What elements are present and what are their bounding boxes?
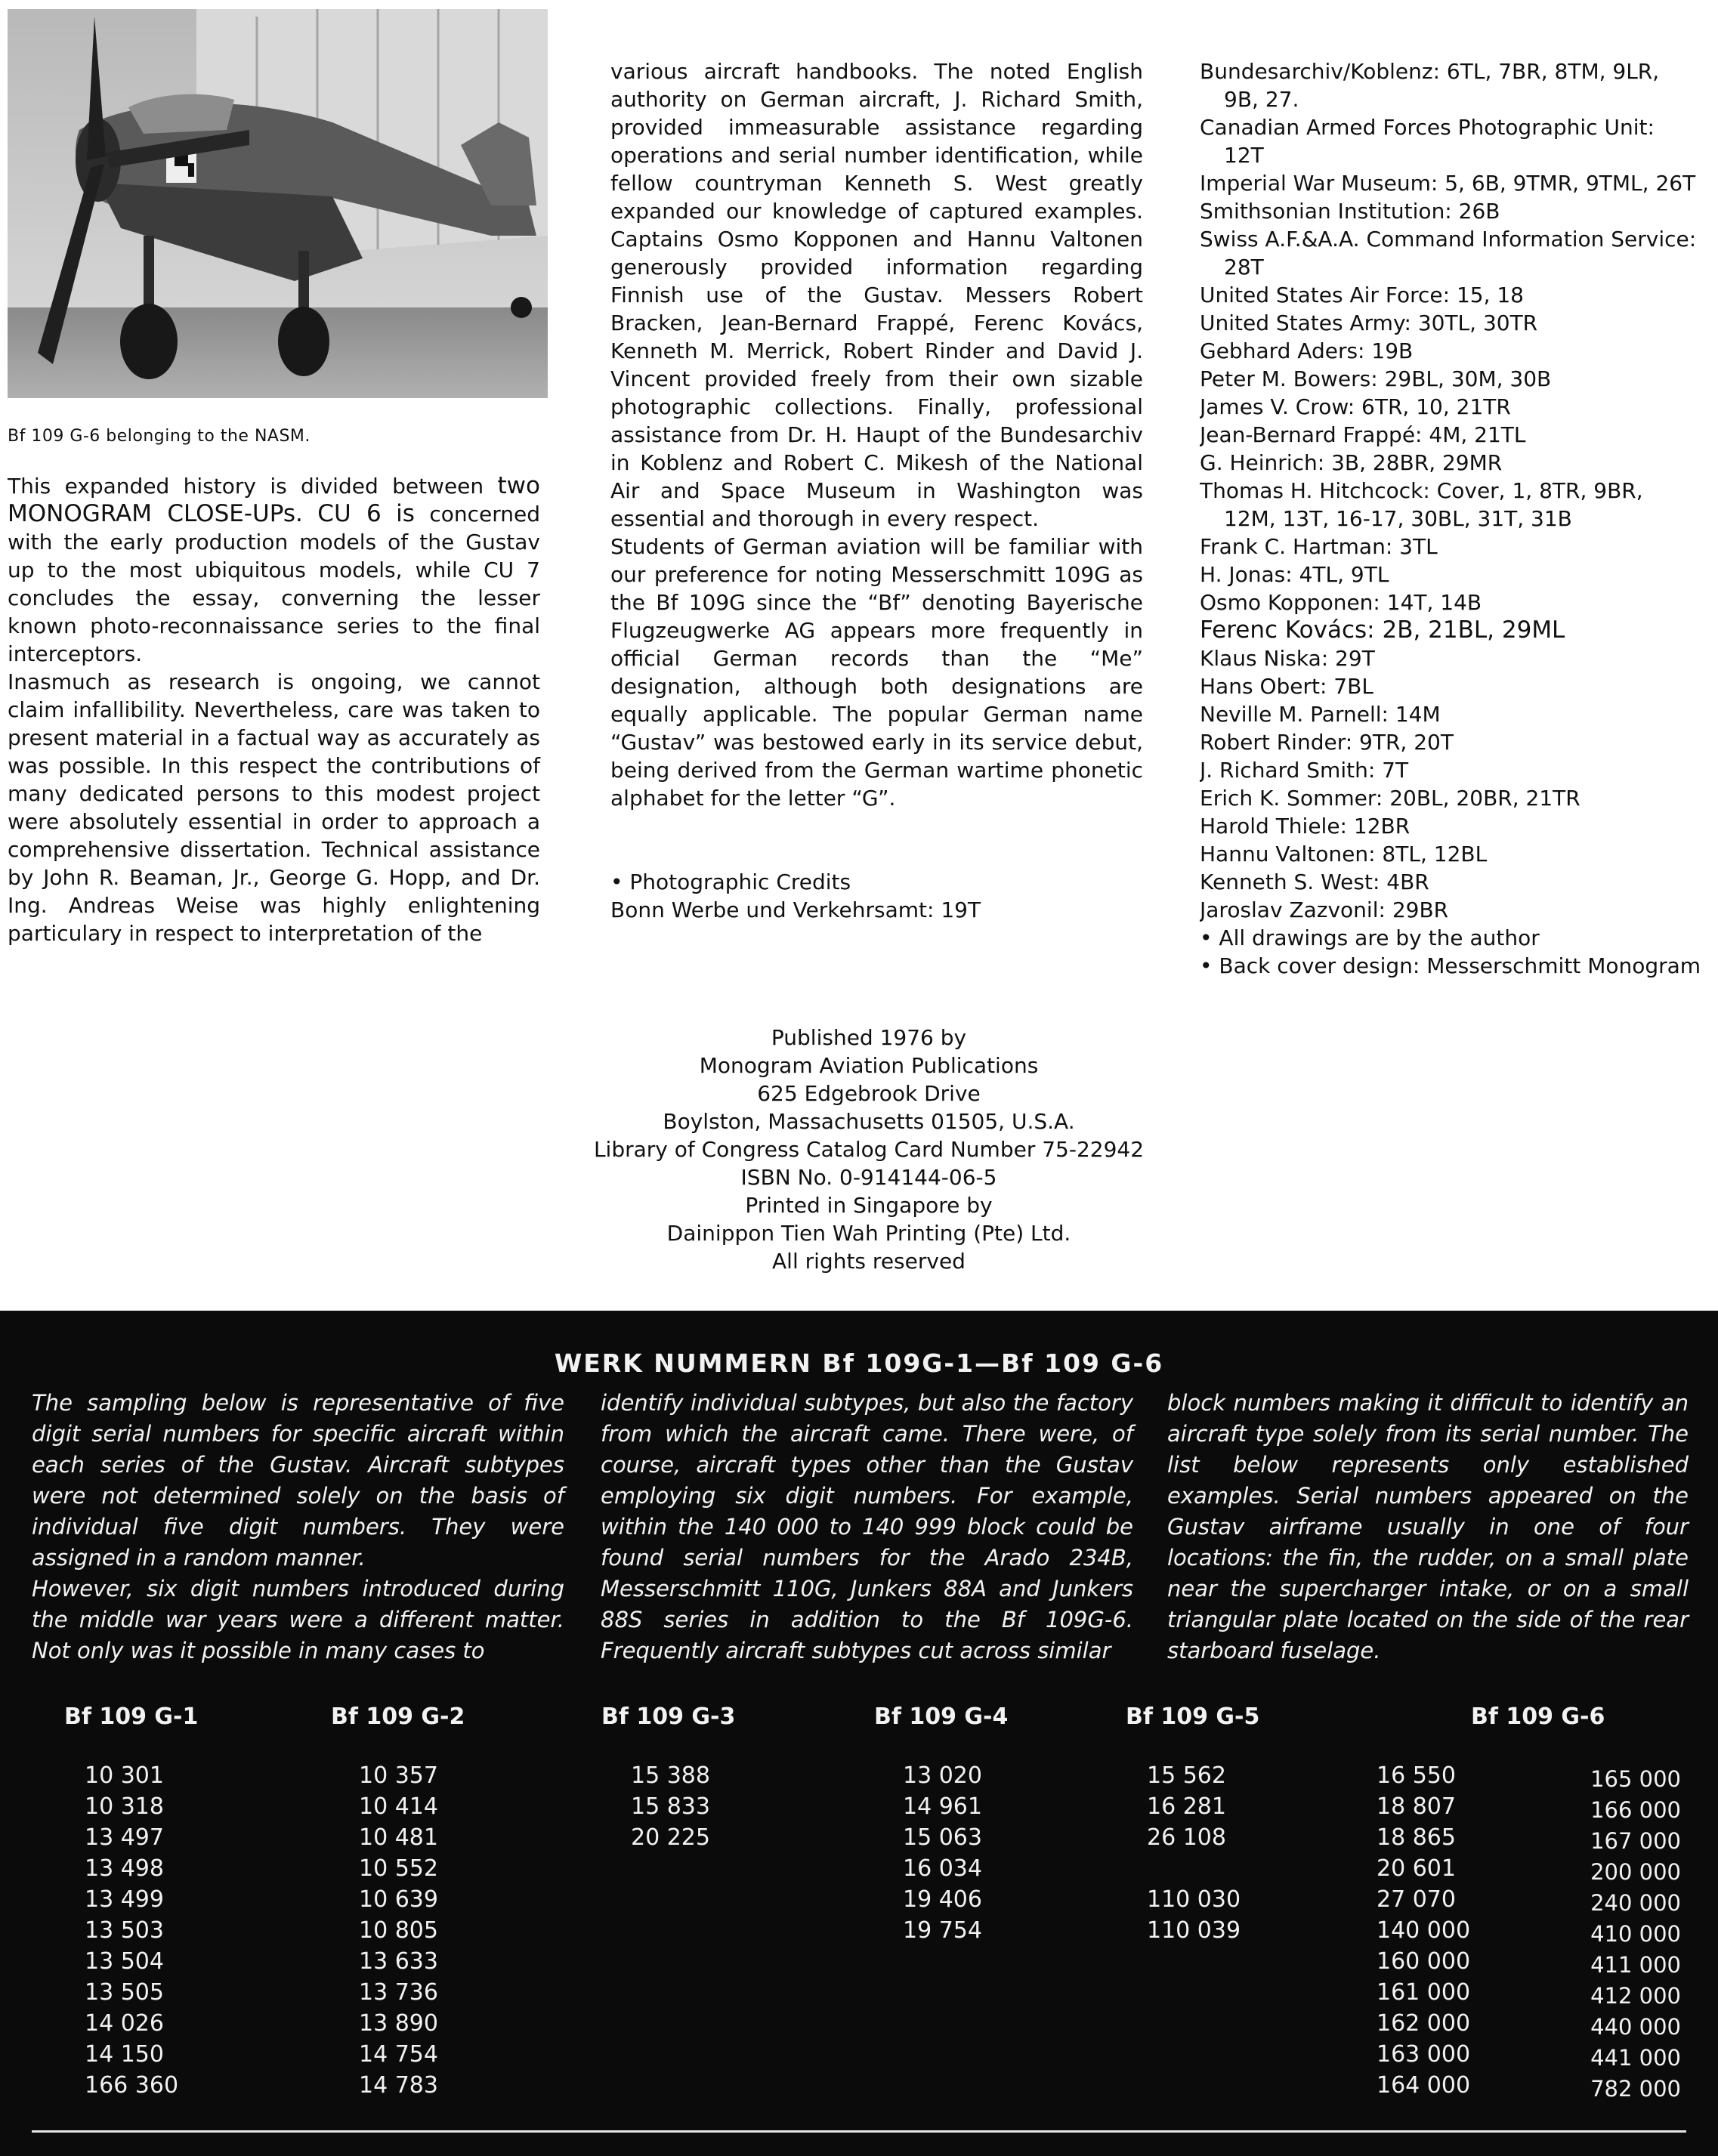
serial-number: 410 000 [1590,1921,1681,1947]
intro-column [8,472,540,947]
credit-line: Canadian Armed Forces Photographic Unit: [1200,115,1655,140]
credit-line: Neville M. Parnell: 14M [1200,702,1441,727]
credit-line: Klaus Niska: 29T [1200,646,1375,671]
intro-two: two [497,472,540,499]
pub-line: Monogram Aviation Publications [699,1053,1039,1078]
credit-line: Gebhard Aders: 19B [1200,338,1414,363]
serial-number: 161 000 [1377,1979,1471,2006]
column-g1 [85,1760,178,2101]
column-g3 [631,1760,710,1853]
serial-number: 14 754 [359,2041,438,2068]
credit-line: 12T [1224,143,1264,168]
serial-number: 13 736 [359,1979,438,2006]
column-g4 [903,1760,982,1946]
serial-number: 412 000 [1590,1983,1681,2009]
serial-number: 240 000 [1590,1890,1681,1916]
serial-number: 16 550 [1377,1762,1456,1789]
serial-number: 15 833 [631,1793,710,1820]
credit-line: Jean-Bernard Frappé: 4M, 21TL [1200,422,1526,447]
credit-line: Jaroslav Zazvonil: 29BR [1200,897,1449,922]
serial-number: 165 000 [1590,1766,1681,1792]
werk-text-column-3 [1167,1388,1689,1666]
intro-is: is [396,500,415,527]
serial-number: 15 063 [903,1824,982,1851]
serial-number: 10 805 [359,1917,438,1944]
credit-line: Harold Thiele: 12BR [1200,814,1411,839]
werk-paragraph: identify individual subtypes, but also the factory from which the aircraft came. There were, of course, aircraft types other than the Gustav employing six digit numbers. For example, within the 140 000 to 140 999 block could be found serial numbers for the Arado 234B, Messerschmitt 110G, Junkers 88A and Junkers 88S series in addition to the Bf 109G-6. Frequently aircraft subtypes cut across similar [601,1390,1133,1663]
credit-line: Swiss A.F.&A.A. Command Information Service: [1200,227,1697,252]
pub-line: Published 1976 by [771,1025,967,1050]
serial-number: 166 360 [85,2072,179,2099]
serial-number: 15 562 [1147,1762,1226,1789]
serial-number: 16 281 [1147,1793,1226,1820]
header-g4: Bf 109 G-4 [874,1703,1009,1730]
pub-line: All rights reserved [772,1249,966,1274]
credits-column [1200,57,1718,980]
column-g5 [1147,1760,1241,1946]
serial-number: 162 000 [1377,2010,1471,2037]
credit-line: Hans Obert: 7BL [1200,674,1373,699]
serial-number: 163 000 [1377,2041,1471,2068]
serial-number: 10 301 [85,1762,164,1789]
serial-number: 13 504 [85,1948,164,1975]
column-g2 [359,1760,438,2101]
serial-number: 16 034 [903,1855,982,1882]
credit-line: Thomas H. Hitchcock: Cover, 1, 8TR, 9BR, [1200,478,1643,503]
serial-number: 167 000 [1590,1828,1681,1854]
werk-paragraph: However, six digit numbers introduced during the middle war years were a different matter. Not only was it possible in many cases to [32,1576,564,1663]
credit-line: Imperial War Museum: 5, 6B, 9TMR, 9TML, 26T [1200,171,1696,196]
serial-number: 10 357 [359,1762,438,1789]
header-g5: Bf 109 G-5 [1126,1703,1260,1730]
serial-number: 20 601 [1377,1855,1456,1882]
serial-number: 13 499 [85,1886,164,1913]
serial-number: 26 108 [1147,1824,1226,1851]
serial-number: 110 039 [1147,1917,1241,1944]
serial-number: 10 414 [359,1793,438,1820]
serial-number: 13 498 [85,1855,164,1882]
bottom-rule [32,2130,1686,2133]
serial-number: 10 318 [85,1793,164,1820]
serial-number: 13 505 [85,1979,164,2006]
serial-number: 15 388 [631,1762,710,1789]
intro-text-2: concerned with the early production models of the Gustav up to the most ubiquitous models, while [8,502,541,582]
credit-line: Erich K. Sommer: 20BL, 20BR, 21TR [1200,786,1580,811]
photo-caption: Bf 109 G-6 belonging to the NASM. [8,427,311,446]
serial-number: 10 552 [359,1855,438,1882]
column-g6b [1530,1764,1681,2105]
pub-line: Printed in Singapore by [745,1193,993,1218]
serial-number: 19 406 [903,1886,982,1913]
serial-number: 10 639 [359,1886,438,1913]
serial-number: 13 497 [85,1824,164,1851]
serial-number: 160 000 [1377,1948,1471,1975]
cu6: CU 6 [317,500,382,527]
header-g6: Bf 109 G-6 [1471,1703,1605,1730]
werk-nummern-section [0,1311,1718,2156]
serial-number: 110 030 [1147,1886,1241,1913]
bf-naming-paragraph: Students of German aviation will be familiar with our preference for noting Messerschmitt 109G as the Bf 109G since the “Bf” denoting Bayerische Flugzeugwerke AG appears more frequently in official German records than the “Me” designation, although both designations are equally applicable. The popular German name “Gustav” was bestowed early in its service debut, being derived from the German wartime phonetic alphabet for the letter “G”. [610,534,1143,811]
publication-info [453,1024,1284,1275]
werk-title: WERK NUMMERN Bf 109G-1—Bf 109 G-6 [554,1348,1164,1378]
column-g6a [1377,1760,1470,2101]
serial-number: 14 783 [359,2072,438,2099]
serial-number: 14 961 [903,1793,982,1820]
pub-line: ISBN No. 0-914144-06-5 [740,1165,997,1190]
pub-line: Dainippon Tien Wah Printing (Pte) Ltd. [666,1221,1071,1246]
credits-heading: • Photographic Credits [610,870,851,894]
serial-number: 14 150 [85,2041,164,2068]
credit-line: Bundesarchiv/Koblenz: 6TL, 7BR, 8TM, 9LR, [1200,59,1660,84]
serial-number: 19 754 [903,1917,982,1944]
credit-line: • Back cover design: Messerschmitt Monogram [1200,953,1701,978]
credit-line: Ferenc Kovács: 2B, 21BL, 29ML [1200,616,1565,644]
research-paragraph: Inasmuch as research is ongoing, we cannot claim infallibility. Nevertheless, care was taken to present material in a factual way as accurately as was possible. In this respect the contributions of many dedicated persons to this modest project were absolutely essential in order to approach a comprehensive dissertation. Technical assistance by John R. Beaman, Jr., George G. Hopp, and Dr. Ing. Andreas Weise was highly enlightening particulary in respect to interpretation of the [8,669,540,946]
credit-line: G. Heinrich: 3B, 28BR, 29MR [1200,450,1503,475]
acknowledgements-paragraph: various aircraft handbooks. The noted English authority on German aircraft, J. Richard Smith, provided immeasurable assistance regarding operations and serial number identification, while fellow countryman Kenneth S. West greatly expanded our knowledge of captured examples. Captains Osmo Kopponen and Hannu Valtonen generously provided information regarding Finnish use of the Gustav. Messers Robert Bracken, Jean-Bernard Frappé, Ferenc Kovács, Kenneth M. Merrick, Robert Rinder and David J. Vincent provided freely from their own sizable photographic collections. Finally, professional assistance from Dr. H. Haupt of the Bundesarchiv in Koblenz and Robert C. Mikesh of the National Air and Space Museum in Washington was essential and thorough in every respect. [610,59,1143,531]
acknowledgements-column [610,57,1143,924]
credit-line: Osmo Kopponen: 14T, 14B [1200,590,1482,615]
aircraft-photo [8,9,548,398]
serial-number: 441 000 [1590,2045,1681,2071]
serial-number: 13 020 [903,1762,982,1789]
credit-line: United States Air Force: 15, 18 [1200,283,1524,307]
pub-line: Boylston, Massachusetts 01505, U.S.A. [663,1109,1075,1134]
intro-text: This expanded history is divided between [8,474,484,499]
header-g1: Bf 109 G-1 [64,1703,199,1730]
pub-line: Library of Congress Catalog Card Number 75-22942 [593,1137,1145,1162]
werk-text-column-1 [32,1388,564,1666]
credit-line: United States Army: 30TL, 30TR [1200,310,1538,335]
credit-line: Kenneth S. West: 4BR [1200,870,1429,894]
serial-number: 18 807 [1377,1793,1456,1820]
serial-number: 13 633 [359,1948,438,1975]
serial-number: 20 225 [631,1824,710,1851]
header-g2: Bf 109 G-2 [331,1703,465,1730]
credit-line: 9B, 27. [1224,87,1299,112]
serial-number [1147,1853,1241,1884]
serial-number: 10 481 [359,1824,438,1851]
werk-text-column-2 [601,1388,1133,1666]
intro-paragraph: This expanded history is divided between two MONOGRAM CLOSE-UPs. CU 6 is concerned with the early production models of the Gustav up to the most ubiquitous models, while CU 7 concludes the essay, converning the lesser known photo-reconnaissance series to the final interceptors. [8,472,541,666]
credit-line: J. Richard Smith: 7T [1200,758,1409,783]
serial-number: 782 000 [1590,2076,1681,2102]
serial-number: 13 503 [85,1917,164,1944]
credit-line: H. Jonas: 4TL, 9TL [1200,562,1389,587]
credit-line: Frank C. Hartman: 3TL [1200,534,1438,559]
monogram-closeups: MONOGRAM CLOSE-UPs [8,500,296,527]
serial-number: 14 026 [85,2010,164,2037]
credit-line: Smithsonian Institution: 26B [1200,199,1500,224]
credit-line: 12M, 13T, 16-17, 30BL, 31T, 31B [1224,506,1572,531]
credit-line: • All drawings are by the author [1200,925,1540,950]
credit-line: Robert Rinder: 9TR, 20T [1200,730,1454,755]
serial-number: 140 000 [1377,1917,1471,1944]
credit-line: 28T [1224,255,1264,280]
serial-number: 164 000 [1377,2072,1471,2099]
intro-text-3: concludes the essay, converning the lesser known photo-reconnaissance series to the final interceptors. [8,585,540,666]
serial-number: 13 890 [359,2010,438,2037]
serial-number: 166 000 [1590,1797,1681,1823]
serial-number: 440 000 [1590,2014,1681,2040]
credit-line: James V. Crow: 6TR, 10, 21TR [1200,394,1511,419]
werk-paragraph: block numbers making it difficult to identify an aircraft type solely from its serial number. The list below represents only established examples. Serial numbers appeared on the Gustav airframe usually in one of four locations: the fin, the rudder, on a small plate near the supercharger intake, or on a small triangular plate located on the side of the rear starboard fuselage. [1167,1390,1689,1663]
serial-number: 27 070 [1377,1886,1456,1913]
cu7: CU 7 [484,558,540,582]
credit-line: Bonn Werbe und Verkehrsamt: 19T [610,897,981,922]
header-g3: Bf 109 G-3 [601,1703,736,1730]
credit-line: Hannu Valtonen: 8TL, 12BL [1200,842,1488,866]
serial-number: 200 000 [1590,1859,1681,1885]
serial-number: 411 000 [1590,1952,1681,1978]
serial-number: 18 865 [1377,1824,1456,1851]
credit-line: Peter M. Bowers: 29BL, 30M, 30B [1200,366,1552,391]
pub-line: 625 Edgebrook Drive [757,1081,981,1106]
werk-paragraph: The sampling below is representative of five digit serial numbers for specific aircraft within each series of the Gustav. Aircraft subtypes were not determined solely on the basis of individual five digit numbers. They were assigned in a random manner. [32,1390,564,1571]
